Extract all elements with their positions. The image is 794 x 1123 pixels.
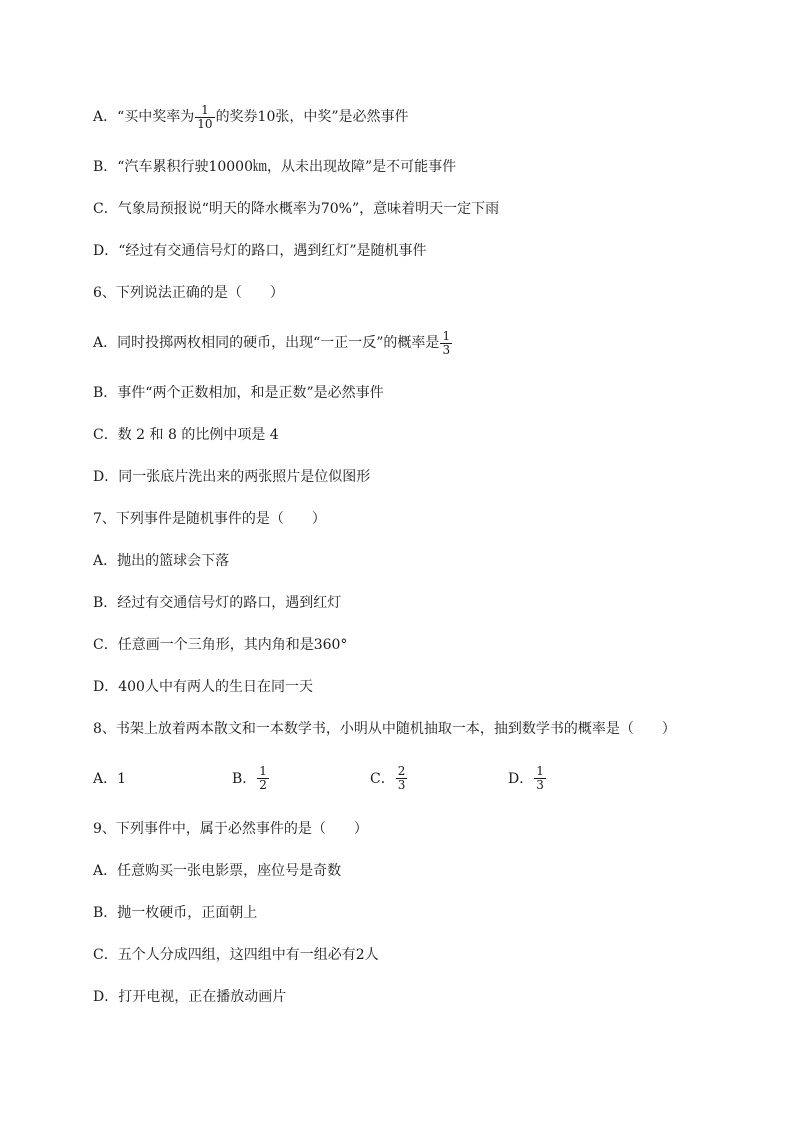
q5-option-c: C．气象局预报说“明天的降水概率为70%”，意味着明天一定下雨 (93, 201, 500, 217)
q8-option-c (370, 758, 408, 798)
fraction-one-tenth: $\frac{1}{10}$ (197, 102, 213, 131)
q7-option-b: B．经过有交通信号灯的路口，遇到红灯 (93, 595, 342, 611)
q6-option-a-text: A．同时投掷两枚相同的硬币，出现“一正一反”的概率是 (93, 335, 440, 351)
q5-option-a-text-after: 的奖券10张，中奖”是必然事件 (215, 109, 409, 125)
q5-option-a (93, 102, 409, 132)
q8-stem: 8、书架上放着两本散文和一本数学书，小明从中随机抽取一本，抽到数学书的概率是（ ） (93, 721, 676, 737)
q8-option-b (232, 758, 270, 798)
q7-option-a: A．抛出的篮球会下落 (93, 553, 230, 569)
q9-stem: 9、下列事件中，属于必然事件的是（ ） (93, 821, 368, 837)
q6-option-d: D．同一张底片洗出来的两张照片是位似图形 (93, 469, 371, 485)
q5-option-b: B．“汽车累积行驶10000㎞，从未出现故障”是不可能事件 (93, 159, 457, 175)
q8-option-b-label: B． (232, 771, 257, 787)
q6-option-b: B．事件“两个正数相加，和是正数”是必然事件 (93, 385, 384, 401)
q5-option-a-text-before: A．“买中奖率为 (93, 109, 195, 125)
q6-stem: 6、下列说法正确的是（ ） (93, 285, 284, 301)
q7-option-d: D．400人中有两人的生日在同一天 (93, 679, 313, 695)
q8-option-d (508, 758, 547, 798)
q9-option-b: B．抛一枚硬币，正面朝上 (93, 905, 258, 921)
q9-option-d: D．打开电视，正在播放动画片 (93, 989, 287, 1005)
q9-option-a: A．任意购买一张电影票，座位号是奇数 (93, 863, 342, 879)
fraction-one-half: $\frac{1}{2}$ (259, 763, 267, 792)
q5-option-d: D．“经过有交通信号灯的路口，遇到红灯”是随机事件 (93, 243, 427, 259)
q7-stem: 7、下列事件是随机事件的是（ ） (93, 511, 326, 527)
fraction-one-third: $\frac{1}{3}$ (442, 328, 451, 357)
q6-option-a (93, 328, 453, 358)
fraction-two-thirds: $\frac{2}{3}$ (397, 763, 406, 792)
q8-option-a: A．1 (93, 771, 127, 787)
fraction-one-third: $\frac{1}{3}$ (536, 763, 544, 792)
q8-option-d-label: D． (508, 771, 534, 787)
q7-option-c: C．任意画一个三角形，其内角和是360° (93, 637, 348, 653)
q8-option-c-label: C． (370, 771, 395, 787)
q6-option-c: C．数 2 和 8 的比例中项是 4 (93, 427, 279, 443)
q9-option-c: C．五个人分成四组，这四组中有一组必有2人 (93, 947, 379, 963)
